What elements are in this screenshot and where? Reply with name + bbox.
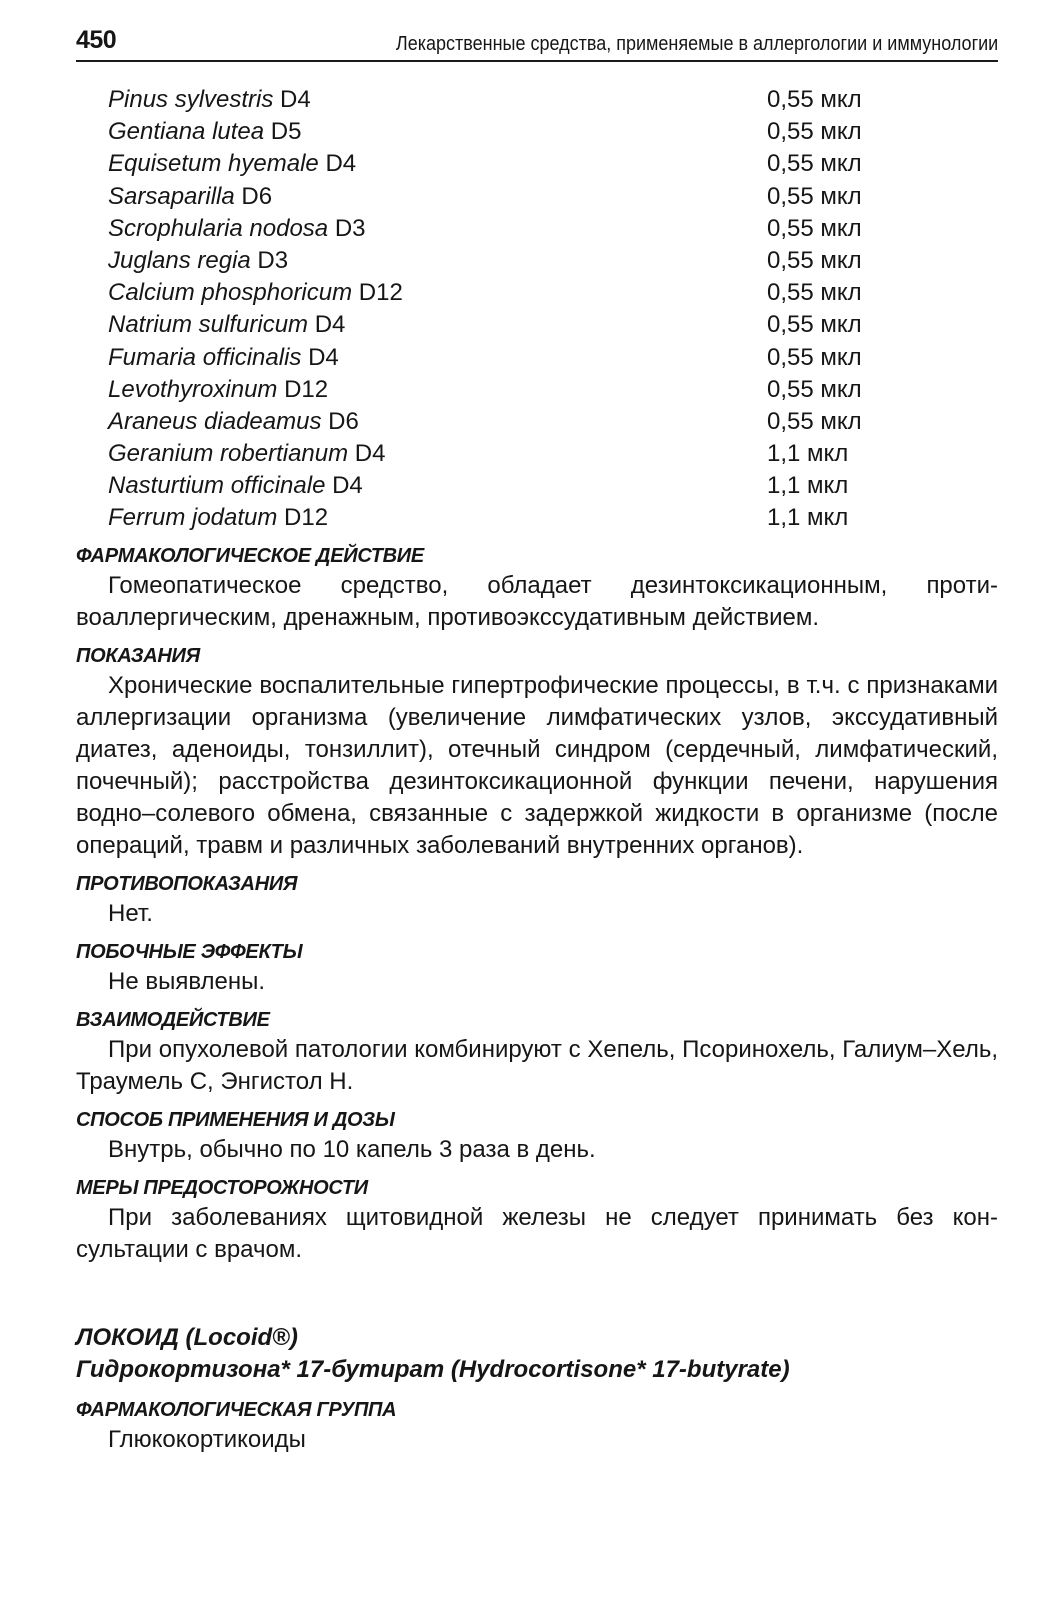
composition-row [108, 84, 968, 116]
ingredient-name [108, 342, 339, 374]
ingredient-dose: 0,55 мкл [767, 407, 862, 435]
ingredient-latin-name: Nasturtium officinale [108, 472, 326, 500]
section-heading-dosage: СПОСОБ ПРИМЕНЕНИЯ И ДОЗЫ [76, 1109, 395, 1131]
ingredient-name [108, 502, 328, 534]
composition-row [108, 277, 968, 309]
ingredient-latin-name: Geranium robertianum [108, 440, 349, 468]
ingredient-latin-name: Calcium phosphoricum [108, 279, 353, 307]
ingredient-latin-name: Fumaria officinalis [108, 343, 302, 371]
ingredient-potency: D12 [277, 504, 329, 532]
composition-row [108, 213, 968, 245]
ingredient-potency: D4 [308, 311, 346, 339]
section-heading-contraindications: ПРОТИВОПОКАЗАНИЯ [76, 873, 298, 895]
ingredient-name [108, 148, 356, 180]
ingredient-potency: D4 [325, 472, 363, 500]
section-heading-interaction: ВЗАИМОДЕЙСТВИЕ [76, 1009, 270, 1031]
ingredient-latin-name: Araneus diadeamus [108, 407, 322, 435]
drug-title: ЛОКОИД (Locoid®) [76, 1324, 298, 1351]
ingredient-dose: 0,55 мкл [767, 150, 862, 178]
ingredient-name [108, 245, 288, 277]
section-heading-pharm-group: ФАРМАКОЛОГИЧЕСКАЯ ГРУППА [76, 1399, 397, 1421]
ingredient-dose: 0,55 мкл [767, 246, 862, 274]
page-number: 450 [76, 26, 117, 54]
ingredient-dose: 1,1 мкл [767, 504, 849, 532]
section-text-interaction: При опухолевой патологии комбинируют с Хепель, Псоринохель, Галиум–Хель, Траумель С, Энгистол Н. [76, 1036, 998, 1095]
section-text-pharm-group: Глюкокортикоиды [108, 1426, 306, 1453]
composition-row [108, 502, 968, 534]
ingredient-dose: 1,1 мкл [767, 472, 849, 500]
drug-subtitle: Гидрокортизона* 17-бутират (Hydrocortisone* 17-butyrate) [76, 1356, 790, 1383]
composition-row [108, 148, 968, 180]
ingredient-potency: D4 [318, 150, 357, 178]
ingredient-latin-name: Pinus sylvestris [108, 86, 274, 113]
ingredient-latin-name: Ferrum jodatum [108, 504, 278, 532]
page-header [76, 24, 998, 62]
ingredient-potency: D12 [277, 375, 329, 403]
composition-row [108, 181, 968, 213]
ingredient-dose: 0,55 мкл [767, 214, 862, 242]
section-text-precautions: При заболеваниях щитовидной железы не следует принимать без консультации с врачом. [76, 1204, 998, 1263]
ingredient-name [108, 116, 301, 148]
ingredient-latin-name: Gentiana lutea [108, 118, 265, 146]
drug-entry-locoid [76, 1322, 998, 1464]
ingredient-name [108, 438, 385, 470]
drug-sections [76, 542, 998, 1274]
ingredient-dose: 0,55 мкл [767, 311, 862, 339]
ingredient-potency: D6 [321, 407, 359, 435]
ingredient-potency: D4 [348, 440, 386, 468]
ingredient-latin-name: Sarsaparilla [108, 182, 235, 210]
ingredient-latin-name: Scrophularia nodosa [108, 214, 329, 242]
ingredient-dose: 0,55 мкл [767, 375, 862, 403]
ingredient-potency: D12 [352, 279, 403, 307]
composition-row [108, 309, 968, 341]
section-text-contraindications: Нет. [108, 900, 153, 927]
ingredient-latin-name: Equisetum hyemale [108, 150, 319, 178]
running-title: Лекарственные средства, применяемые в аллергологии и иммунологии [395, 33, 998, 55]
composition-list [108, 84, 968, 535]
ingredient-dose: 0,55 мкл [767, 343, 862, 371]
ingredient-dose: 0,55 мкл [767, 279, 862, 307]
composition-row [108, 342, 968, 374]
section-heading-side-effects: ПОБОЧНЫЕ ЭФФЕКТЫ [76, 941, 303, 963]
ingredient-potency: D3 [328, 214, 366, 242]
composition-row [108, 116, 968, 148]
ingredient-latin-name: Juglans regia [108, 246, 251, 274]
ingredient-potency: D4 [273, 86, 311, 113]
composition-row [108, 470, 968, 502]
ingredient-name [108, 374, 328, 406]
ingredient-name [108, 277, 403, 309]
section-heading-indications: ПОКАЗАНИЯ [76, 645, 200, 667]
ingredient-potency: D4 [301, 343, 339, 371]
section-text-indications: Хронические воспалительные гипертрофические процессы, в т.ч. с признаками аллергизации организма (увеличение лимфатических узлов, экссудативный диатез, аденоиды, тонзиллит), отечный синдром (сердечный, лимфатический, почечный); расстройства дезинтоксикационной функции печени, нарушения водно–солевого обмена, связанные с задержкой жидкости в организме (после операций, травм и различных заболеваний внутренних органов). [76, 672, 998, 859]
ingredient-name [108, 470, 363, 502]
section-text-pharm-action: Гомеопатическое средство, обладает дезинтоксикационным, противоаллергическим, дренажным, противоэкссудативным действием. [76, 572, 998, 631]
composition-row [108, 245, 968, 277]
ingredient-name [108, 181, 272, 213]
ingredient-latin-name: Natrium sulfuricum [108, 311, 309, 339]
ingredient-dose: 0,55 мкл [767, 182, 862, 210]
ingredient-latin-name: Levothyroxinum [108, 375, 278, 403]
section-text-dosage: Внутрь, обычно по 10 капель 3 раза в день. [108, 1136, 596, 1163]
ingredient-potency: D6 [234, 182, 273, 210]
composition-row [108, 406, 968, 438]
section-heading-pharm-action: ФАРМАКОЛОГИЧЕСКОЕ ДЕЙСТВИЕ [76, 545, 424, 567]
section-text-side-effects: Не выявлены. [108, 968, 266, 995]
ingredient-potency: D3 [250, 246, 289, 274]
ingredient-name [108, 309, 345, 341]
ingredient-name [108, 84, 311, 116]
composition-row [108, 438, 968, 470]
ingredient-dose: 1,1 мкл [767, 440, 849, 468]
section-heading-precautions: МЕРЫ ПРЕДОСТОРОЖНОСТИ [76, 1177, 368, 1199]
ingredient-potency: D5 [264, 118, 302, 146]
ingredient-dose: 0,55 мкл [767, 118, 862, 146]
ingredient-name [108, 406, 359, 438]
ingredient-dose: 0,55 мкл [767, 86, 862, 113]
ingredient-name [108, 213, 366, 245]
composition-row [108, 374, 968, 406]
